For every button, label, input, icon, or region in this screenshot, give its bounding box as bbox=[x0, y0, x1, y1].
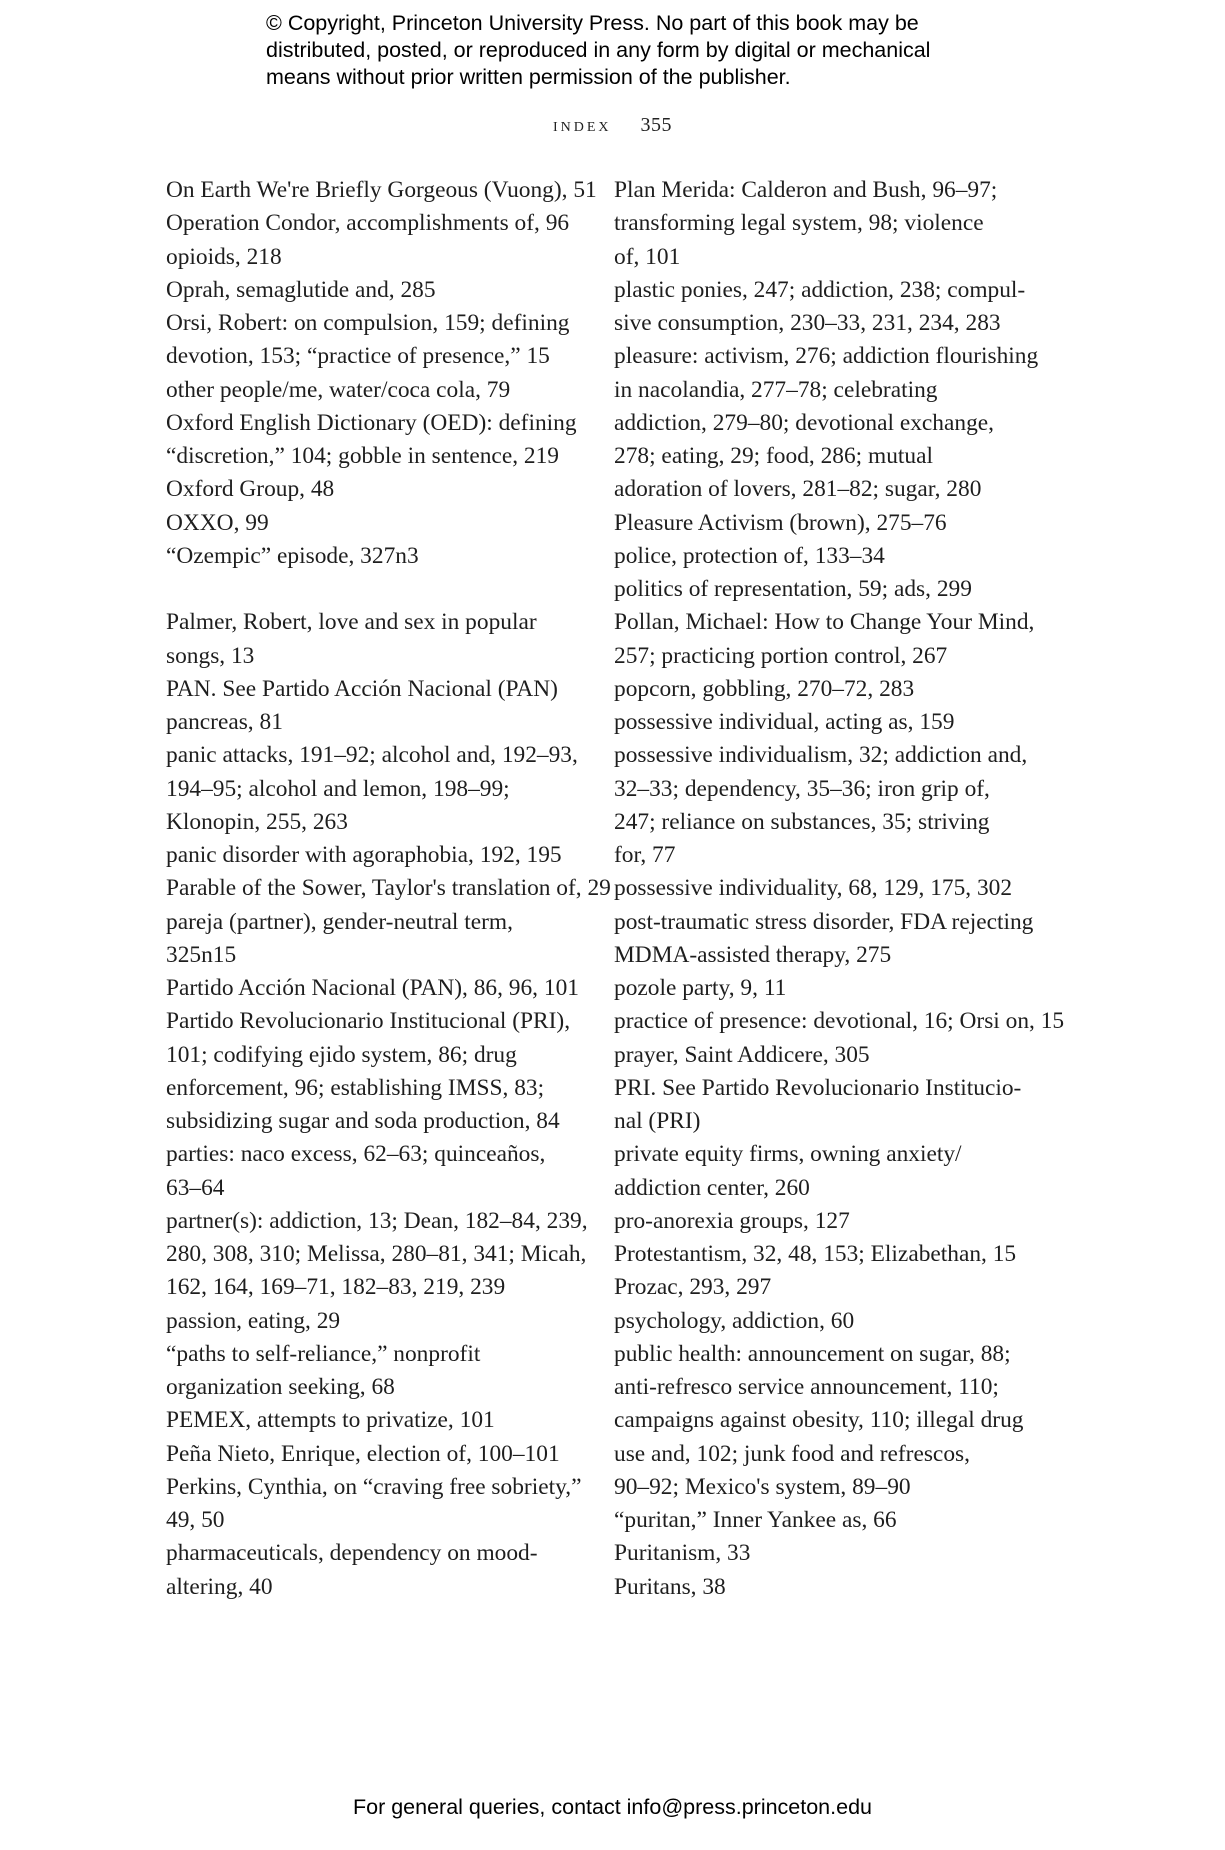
index-entry bbox=[614, 1504, 1054, 1537]
copyright-notice bbox=[266, 10, 1026, 91]
index-entry-line: Oprah, semaglutide and, 285 bbox=[166, 276, 436, 303]
index-entry-line: possessive individuality, 68, 129, 175, 302 bbox=[614, 875, 1013, 902]
index-entry-line: pareja (partner), gender-neutral term, bbox=[166, 908, 513, 935]
index-entry-line: anti-refresco service announcement, 110; bbox=[614, 1374, 999, 1400]
page-number: 355 bbox=[640, 114, 673, 136]
index-entry bbox=[614, 872, 1054, 905]
index-entry-line: PAN. See Partido Acción Nacional (PAN) bbox=[166, 675, 558, 702]
index-entry bbox=[166, 1404, 596, 1437]
index-entry bbox=[166, 174, 596, 207]
index-entry-line: transforming legal system, 98; violence bbox=[614, 210, 984, 237]
index-entry-line: Prozac, 293, 297 bbox=[614, 1274, 772, 1301]
footer-contact: For general queries, contact info@press.princeton.edu bbox=[352, 1795, 872, 1819]
index-entry-line: passion, eating, 29 bbox=[166, 1307, 341, 1334]
index-entry-line: pleasure: activism, 276; addiction flourishing bbox=[614, 343, 1039, 370]
index-entry-line: Puritans, 38 bbox=[614, 1573, 726, 1600]
index-entry bbox=[166, 972, 596, 1005]
index-entry bbox=[614, 1039, 1054, 1072]
index-entry-line: Partido Acción Nacional (PAN), 86, 96, 101 bbox=[166, 975, 579, 1001]
index-entry-line: popcorn, gobbling, 270–72, 283 bbox=[614, 675, 915, 702]
index-entry bbox=[614, 906, 1054, 973]
index-entry-line: enforcement, 96; establishing IMSS, 83; bbox=[166, 1074, 545, 1101]
index-entry-line: On Earth We're Briefly Gorgeous (Vuong), 51 bbox=[166, 177, 597, 203]
index-entry bbox=[166, 241, 596, 274]
index-entry-line: Peña Nieto, Enrique, election of, 100–101 bbox=[166, 1440, 560, 1467]
index-entry bbox=[166, 1338, 596, 1405]
index-column-left bbox=[166, 174, 611, 1604]
index-entry bbox=[166, 1005, 596, 1138]
index-entry-line: nal (PRI) bbox=[614, 1108, 701, 1134]
index-entry-line: possessive individualism, 32; addiction and, bbox=[614, 742, 1028, 769]
copyright-line: © Copyright, Princeton University Press. No part of this book may be bbox=[266, 11, 919, 35]
index-entry bbox=[614, 606, 1054, 673]
index-entry-line: OXXO, 99 bbox=[166, 509, 269, 536]
index-entry bbox=[614, 1072, 1054, 1139]
index-entry bbox=[166, 906, 596, 973]
index-entry bbox=[166, 1438, 596, 1471]
index-entry-line: sive consumption, 230–33, 231, 234, 283 bbox=[614, 310, 1001, 336]
index-entry-line: pancreas, 81 bbox=[166, 709, 283, 735]
index-entry-line: opioids, 218 bbox=[166, 243, 282, 270]
index-entry-line: addiction center, 260 bbox=[614, 1174, 810, 1201]
index-entry bbox=[614, 1238, 1054, 1271]
index-entry-line: prayer, Saint Addicere, 305 bbox=[614, 1041, 870, 1068]
index-entry-line: 162, 164, 169–71, 182–83, 219, 239 bbox=[166, 1274, 506, 1301]
index-entry-line: Puritanism, 33 bbox=[614, 1540, 751, 1567]
index-entry-line: Pleasure Activism (brown), 275–76 bbox=[614, 509, 947, 536]
index-entry bbox=[614, 340, 1054, 506]
index-entry bbox=[614, 1005, 1065, 1038]
index-entry-line: use and, 102; junk food and refrescos, bbox=[614, 1440, 970, 1467]
index-entry-line: 101; codifying ejido system, 86; drug bbox=[166, 1041, 517, 1068]
index-entry-line: in nacolandia, 277–78; celebrating bbox=[614, 376, 938, 403]
index-entry-line: panic attacks, 191–92; alcohol and, 192–93, bbox=[166, 742, 578, 769]
index-entry-line: Parable of the Sower, Taylor's translation of, 29 bbox=[166, 875, 611, 902]
index-entry bbox=[614, 174, 1054, 274]
index-entry-line: 278; eating, 29; food, 286; mutual bbox=[614, 443, 933, 469]
index-entry bbox=[166, 274, 596, 307]
index-entry-line: Plan Merida: Calderon and Bush, 96–97; bbox=[614, 177, 998, 203]
index-entry-line: Oxford Group, 48 bbox=[166, 476, 335, 503]
index-entry-line: Palmer, Robert, love and sex in popular bbox=[166, 609, 537, 636]
letter-group-gap bbox=[166, 573, 596, 606]
index-entry-line: politics of representation, 59; ads, 299 bbox=[614, 576, 972, 602]
index-entry bbox=[614, 739, 1054, 872]
index-entry-line: Protestantism, 32, 48, 153; Elizabethan, 15 bbox=[614, 1241, 1017, 1267]
index-entry-line: Operation Condor, accomplishments of, 96 bbox=[166, 210, 570, 237]
index-column-right bbox=[614, 174, 1065, 1604]
index-entry-line: 32–33; dependency, 35–36; iron grip of, bbox=[614, 775, 990, 802]
copyright-line: means without prior written permission of the publisher. bbox=[266, 65, 791, 89]
index-entry bbox=[614, 673, 1054, 706]
index-entry bbox=[614, 540, 1054, 573]
index-entry-line: other people/me, water/coca cola, 79 bbox=[166, 376, 511, 403]
index-entry-line: Klonopin, 255, 263 bbox=[166, 808, 348, 835]
index-entry bbox=[614, 1138, 1054, 1205]
index-entry-line: campaigns against obesity, 110; illegal drug bbox=[614, 1407, 1024, 1434]
index-entry bbox=[166, 540, 596, 573]
index-entry bbox=[166, 1138, 596, 1205]
index-entry-line: Orsi, Robert: on compulsion, 159; defining bbox=[166, 310, 570, 336]
index-entry bbox=[614, 1338, 1054, 1504]
index-entry-line: private equity firms, owning anxiety/ bbox=[614, 1141, 962, 1168]
index-entry bbox=[614, 1571, 1054, 1604]
index-entry bbox=[166, 1305, 596, 1338]
index-entry bbox=[166, 507, 596, 540]
index-entry-line: songs, 13 bbox=[166, 642, 255, 669]
index-entry bbox=[166, 839, 596, 872]
index-entry bbox=[614, 706, 1054, 739]
index-entry bbox=[166, 407, 596, 474]
index-entry-line: 325n15 bbox=[166, 941, 237, 968]
index-entry-line: devotion, 153; “practice of presence,” 15 bbox=[166, 343, 550, 370]
index-entry bbox=[166, 706, 596, 739]
index-entry bbox=[166, 207, 596, 240]
index-entry-line: of, 101 bbox=[614, 243, 681, 270]
index-entry bbox=[614, 274, 1054, 341]
index-entry bbox=[614, 573, 1054, 606]
index-entry bbox=[166, 1471, 596, 1538]
index-entry bbox=[166, 374, 596, 407]
index-entry bbox=[614, 972, 1054, 1005]
index-entry-line: PRI. See Partido Revolucionario Institucio- bbox=[614, 1074, 1022, 1101]
running-head-label: index bbox=[552, 114, 612, 136]
index-entry-line: adoration of lovers, 281–82; sugar, 280 bbox=[614, 476, 982, 503]
index-entry-line: pharmaceuticals, dependency on mood- bbox=[166, 1540, 538, 1567]
index-entry bbox=[166, 606, 596, 673]
index-entry-line: panic disorder with agoraphobia, 192, 195 bbox=[166, 842, 562, 868]
index-entry-line: Perkins, Cynthia, on “craving free sobriety,” bbox=[166, 1473, 582, 1500]
index-entry-line: Pollan, Michael: How to Change Your Mind, bbox=[614, 609, 1035, 636]
index-entry-line: post-traumatic stress disorder, FDA rejecting bbox=[614, 908, 1034, 935]
index-entry bbox=[166, 1537, 596, 1604]
index-entry bbox=[166, 473, 596, 506]
index-entry-line: altering, 40 bbox=[166, 1573, 273, 1600]
index-entry-line: 194–95; alcohol and lemon, 198–99; bbox=[166, 775, 510, 802]
index-entry bbox=[166, 307, 596, 374]
index-entry-line: “Ozempic” episode, 327n3 bbox=[166, 542, 419, 569]
index-entry-line: pro-anorexia groups, 127 bbox=[614, 1207, 850, 1234]
index-entry-line: 247; reliance on substances, 35; striving bbox=[614, 808, 990, 835]
index-entry-line: “puritan,” Inner Yankee as, 66 bbox=[614, 1507, 897, 1533]
index-entry-line: Oxford English Dictionary (OED): defining bbox=[166, 409, 577, 436]
index-entry bbox=[166, 872, 611, 905]
index-entry-line: practice of presence: devotional, 16; Orsi on, 15 bbox=[614, 1008, 1065, 1035]
index-entry bbox=[614, 1205, 1054, 1238]
index-entry-line: MDMA-assisted therapy, 275 bbox=[614, 941, 892, 968]
index-entry-line: psychology, addiction, 60 bbox=[614, 1307, 855, 1334]
index-entry bbox=[614, 1305, 1054, 1338]
index-entry-line: 280, 308, 310; Melissa, 280–81, 341; Micah, bbox=[166, 1241, 587, 1267]
index-entry-line: for, 77 bbox=[614, 842, 676, 868]
index-entry bbox=[166, 1205, 596, 1305]
index-entry-line: possessive individual, acting as, 159 bbox=[614, 709, 955, 735]
index-entry-line: plastic ponies, 247; addiction, 238; compul- bbox=[614, 276, 1026, 303]
index-entry-line: “discretion,” 104; gobble in sentence, 219 bbox=[166, 443, 559, 469]
index-entry bbox=[166, 739, 596, 839]
index-entry-line: pozole party, 9, 11 bbox=[614, 975, 787, 1001]
index-entry-line: 63–64 bbox=[166, 1174, 225, 1201]
index-entry-line: PEMEX, attempts to privatize, 101 bbox=[166, 1407, 495, 1434]
index-entry-line: partner(s): addiction, 13; Dean, 182–84, 239, bbox=[166, 1207, 588, 1234]
index-entry-line: public health: announcement on sugar, 88; bbox=[614, 1340, 1011, 1367]
index-entry-line: 257; practicing portion control, 267 bbox=[614, 642, 948, 669]
index-entry-line: Partido Revolucionario Institucional (PRI), bbox=[166, 1008, 571, 1035]
index-entry-line: organization seeking, 68 bbox=[166, 1374, 395, 1400]
index-entry-line: subsidizing sugar and soda production, 84 bbox=[166, 1108, 560, 1134]
copyright-line: distributed, posted, or reproduced in any form by digital or mechanical bbox=[266, 38, 931, 62]
index-entry bbox=[166, 673, 596, 706]
index-entry-line: addiction, 279–80; devotional exchange, bbox=[614, 409, 994, 436]
index-entry bbox=[614, 1537, 1054, 1570]
running-head bbox=[0, 114, 1225, 137]
index-entry-line: police, protection of, 133–34 bbox=[614, 542, 885, 569]
index-entry-line: 90–92; Mexico's system, 89–90 bbox=[614, 1473, 911, 1500]
index-entry-line: “paths to self-reliance,” nonprofit bbox=[166, 1340, 481, 1367]
index-entry-line: parties: naco excess, 62–63; quinceaños, bbox=[166, 1141, 546, 1168]
index-entry bbox=[614, 1271, 1054, 1304]
index-entry bbox=[614, 507, 1054, 540]
index-entry-line: 49, 50 bbox=[166, 1507, 225, 1533]
